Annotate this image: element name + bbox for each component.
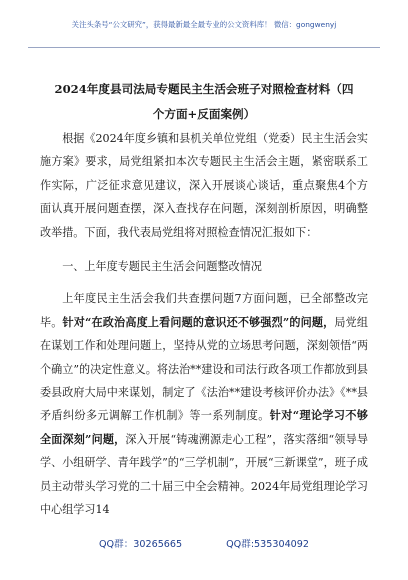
rectification-highlight-1: 针对“在政治高度上看问题的意识还不够强烈”的问题，: [62, 315, 335, 329]
intro-paragraph: 根据《2024年度乡镇和县机关单位党组（党委）民主生活会实施方案》要求，局党组紧扣本次专题民主生活会主题，紧密联系工作实际，广泛征求意见建议，深入开展谈心谈话，重点聚焦4个方面认真开展问题查摆，深入查找存在问题，深刻剖析原因，明确整改举措。下面，我代表局党组将对照检查情况汇报如下：: [40, 132, 368, 239]
section-1-heading: 一、上年度专题民主生活会问题整改情况: [62, 260, 262, 274]
header-divider: [28, 47, 380, 48]
top-banner: [0, 0, 408, 48]
document-body: [40, 127, 368, 522]
title-line-2: 个方面+反面案例）: [152, 107, 256, 121]
document-title: [40, 77, 368, 127]
bottom-banner: [0, 536, 408, 550]
rectification-text-1: 上年度民主生活会我们共查摆问题7方面问题，已全部整改完毕。: [40, 292, 368, 329]
rectification-text-3: 深入开展“铸魂溯源走心工程”，落实落细“领导导学、小组研学、青年践学”的“三学机制”，开展“三新课堂”，班子成员主动带头学习党的二十届三中全会精神。2024年局党组理论学习中心组学习14: [40, 432, 368, 517]
rectification-text-2: 局党组在谋划工作和处理问题上，坚持从党的立场思考问题，深刻领悟“两个确立”的决定性意义。将法治**建设和司法行政各项工作都放到县委县政府大局中来谋划，制定了《法治**建设考核评价办法》《**县矛盾纠纷多元调解工作机制》等一系列制度。: [40, 315, 368, 423]
qq-group-2: QQ群:535304092: [226, 539, 309, 550]
title-line-1: 2024年度县司法局专题民主生活会班子对照检查材料（四: [54, 82, 354, 96]
qq-group-1: QQ群：30265665: [99, 539, 183, 550]
rectification-highlight-2: 针对“理论学习不够全面深刻”问题，: [40, 409, 368, 446]
banner-notice: 关注头条号“公文研究”，获得最新最全最专业的公文资料库！ 微信：gongwenyj: [71, 19, 337, 29]
rectification-paragraph: [40, 287, 368, 521]
